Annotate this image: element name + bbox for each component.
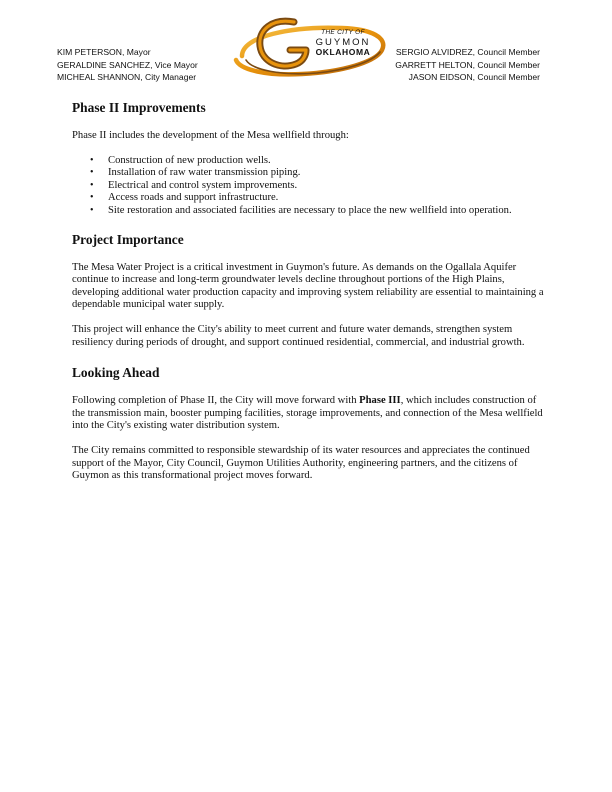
official-name: GERALDINE SANCHEZ, Vice Mayor [57, 59, 198, 70]
officials-left [57, 46, 198, 84]
heading-phase-ii: Phase II Improvements [72, 100, 206, 115]
ahead-p1-start: Following completion of Phase II, the City will move forward with [72, 395, 360, 407]
list-item: • Access roads and support infrastructure. [90, 192, 544, 205]
list-item: • Site restoration and associated facilities are necessary to place the new wellfield into operation. [90, 205, 544, 218]
heading-looking-ahead: Looking Ahead [72, 365, 160, 381]
phase-ii-intro: Phase II includes the development of the Mesa wellfield through: [72, 130, 349, 141]
official-name: GARRETT HELTON, Council Member [395, 59, 540, 70]
letterhead [0, 0, 612, 90]
importance-paragraph-2: This project will enhance the City's ability to meet current and future water demands, strengthen system resiliency during periods of drought, and support continued residential, commercial, and industrial growth. [72, 323, 525, 348]
document-body [72, 100, 544, 495]
list-item: • Electrical and control system improvements. [90, 180, 544, 193]
official-name: KIM PETERSON, Mayor [57, 47, 151, 57]
ahead-paragraph-1 [72, 395, 544, 433]
list-item: • Construction of new production wells. [90, 155, 544, 168]
city-logo [222, 16, 388, 84]
official-name: SERGIO ALVIDREZ, Council Member [395, 47, 540, 57]
official-name: JASON EIDSON, Council Member [408, 72, 540, 83]
logo-wordmark [298, 30, 388, 57]
official-name: MICHEAL SHANNON, City Manager [57, 72, 197, 83]
phase-ii-list [72, 155, 544, 218]
logo-line-3: OKLAHOMA [315, 47, 371, 57]
importance-paragraph-1: The Mesa Water Project is a critical investment in Guymon's future. As demands on the Ogallala Aquifer continue to increase and long-term groundwater levels decline throughout portions of the High Plains, developing additional water production capacity and improving system reliability are essential to maintaining a dependable municipal water supply. [72, 261, 544, 311]
logo-line-2: GUYMON [315, 36, 371, 48]
ahead-p1-end: , which includes construction of the transmission main, booster pumping facilities, storage improvements, and connection of the Mesa wellfield into the City's existing water distribution system. [72, 395, 543, 432]
list-item: • Installation of raw water transmission piping. [90, 167, 544, 180]
phase-iii-emphasis: Phase III [359, 395, 401, 407]
logo-line-1: THE CITY OF [321, 29, 365, 36]
ahead-paragraph-2: The City remains committed to responsible stewardship of its water resources and appreciates the continued support of the Mayor, City Council, Guymon Utilities Authority, engineering partners, and the citizens of Guymon as this transformational project moves forward. [72, 444, 530, 482]
officials-right [395, 46, 540, 84]
heading-project-importance: Project Importance [72, 231, 184, 247]
